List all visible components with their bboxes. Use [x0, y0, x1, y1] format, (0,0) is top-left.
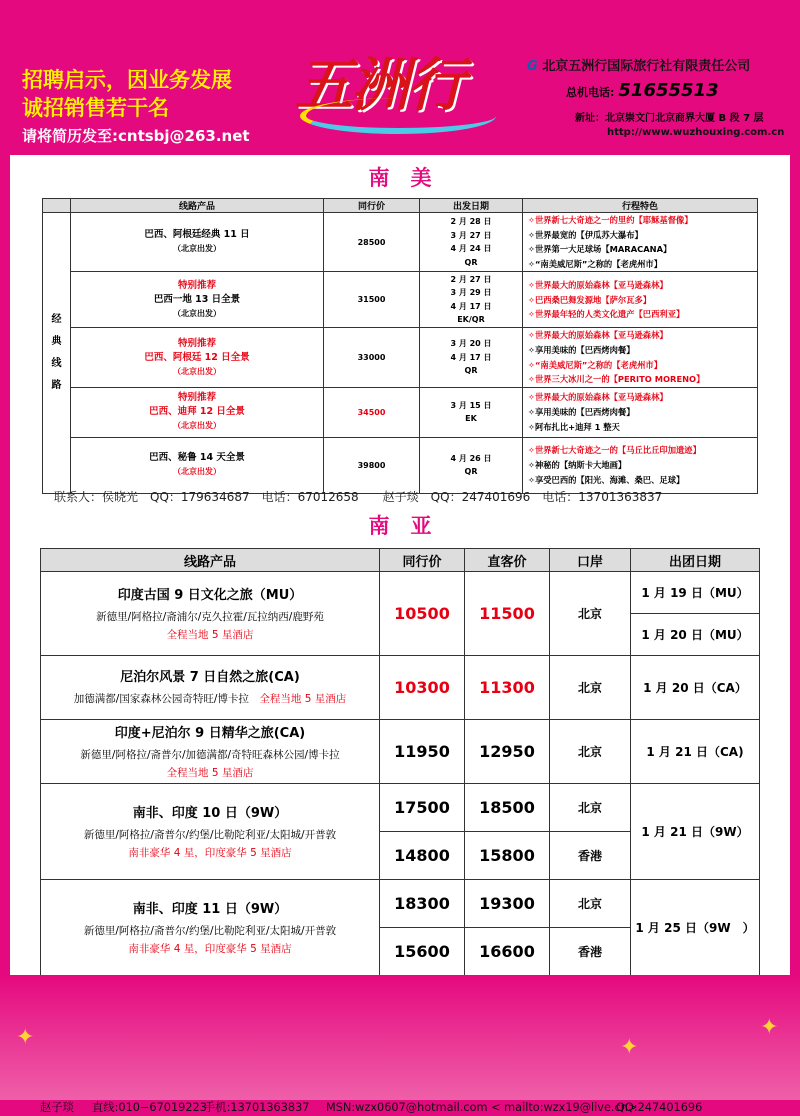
product-cell — [41, 720, 380, 784]
section-title-south-america: 南 美 — [10, 162, 790, 192]
feature-item: ✧世界最年轻的人类文化遗产【巴西利亚】 — [528, 307, 757, 322]
contact-qq: QQ:247401696 — [616, 1099, 702, 1116]
product-cell — [41, 880, 380, 976]
table-header: 同行价 — [324, 199, 420, 213]
price-cell: 39800 — [324, 437, 420, 493]
product-name: 巴西、阿根廷 12 日全景 — [71, 351, 323, 365]
feature-item: ✧世界第一大足球场【MARACANA】 — [528, 242, 757, 257]
port-cell: 北京 — [550, 880, 631, 928]
product-cell — [71, 213, 324, 272]
table-header: 线路产品 — [71, 199, 324, 213]
departure-date-cell: 1 月 21 日（CA) — [631, 720, 760, 784]
direct-price-cell: 18500 — [465, 784, 550, 832]
recruit-notice — [22, 66, 250, 150]
product-name: 南非、印度 10 日（9W） — [41, 803, 379, 825]
product-name: 尼泊尔风景 7 日自然之旅(CA) — [41, 667, 379, 689]
table-row — [43, 213, 758, 272]
product-cell — [41, 656, 380, 720]
date-item: 2 月 28 日 — [420, 215, 522, 229]
table-header: 行程特色 — [523, 199, 758, 213]
features-cell — [523, 387, 758, 437]
product-name: 印度+尼泊尔 9 日精华之旅(CA) — [41, 723, 379, 745]
hotel-text: 全程当地 5 星酒店 — [259, 693, 346, 705]
date-item: 4 月 24 日 — [420, 242, 522, 256]
product-cell — [71, 272, 324, 328]
hotel-text: 全程当地 5 星酒店 — [41, 765, 379, 780]
route-text: 新德里/阿格拉/斋普尔/约堡/比勒陀利亚/太阳城/开普敦 — [84, 829, 336, 841]
product-cell — [41, 784, 380, 880]
table-row — [43, 272, 758, 328]
category-char: 线 — [43, 353, 70, 375]
date-item: QR — [420, 465, 522, 479]
date-item: 4 月 26 日 — [420, 452, 522, 466]
trade-price-cell: 10300 — [380, 656, 465, 720]
product-cell — [41, 572, 380, 656]
product-depart: （北京出发） — [71, 419, 323, 433]
direct-price-cell: 16600 — [465, 928, 550, 976]
table-row — [41, 880, 760, 928]
recruit-line1: 招聘启示，因业务发展 — [22, 66, 250, 94]
contact-row — [40, 1099, 709, 1116]
feature-item: ✧享用美味的【巴西烤肉餐】 — [528, 343, 757, 358]
contact-name: 赵子琰 — [40, 1099, 92, 1116]
category-char: 经 — [43, 309, 70, 331]
trade-price-cell: 17500 — [380, 784, 465, 832]
port-cell: 北京 — [550, 784, 631, 832]
feature-item: ✧世界最宽的【伊瓜苏大瀑布】 — [528, 228, 757, 243]
feature-item: ✧世界新七大奇迹之一的【马丘比丘印加遗迹】 — [528, 443, 757, 458]
table-row — [41, 784, 760, 832]
contact-mobile[interactable]: 手机:13701363837 — [204, 1099, 326, 1116]
direct-price-cell: 12950 — [465, 720, 550, 784]
table-row — [43, 387, 758, 437]
product-tag: 特别推荐 — [71, 279, 323, 293]
product-name: 印度古国 9 日文化之旅（MU） — [41, 585, 379, 607]
table-row — [41, 720, 760, 784]
departure-date-cell: 1 月 21 日（9W） — [631, 784, 760, 880]
date-item: 3 月 20 日 — [420, 337, 522, 351]
feature-item: ✧世界最大的原始森林【亚马逊森林】 — [528, 328, 757, 343]
content-page — [10, 155, 790, 975]
feature-item: ✧“南美威尼斯”之称的【老虎州市】 — [528, 257, 757, 272]
recruit-email[interactable]: 请将简历发至:cntsbj@263.net — [22, 122, 250, 150]
company-logo — [295, 38, 495, 133]
dates-cell — [420, 387, 523, 437]
category-cell — [43, 213, 71, 494]
date-item: 3 月 29 日 — [420, 286, 522, 300]
logo-text: 五洲行 — [295, 38, 495, 122]
feature-item: ✧世界新七大奇迹之一的里约【耶稣基督像】 — [528, 213, 757, 228]
product-name: 巴西一地 13 日全景 — [71, 293, 323, 307]
product-cell — [71, 437, 324, 493]
product-tag: 特别推荐 — [71, 337, 323, 351]
feature-item: ✧世界三大冰川之一的【PERITO MORENO】 — [528, 372, 757, 387]
sparkle-icon: ✦ — [760, 1015, 778, 1040]
company-phone: 总机电话: 51655513 — [566, 80, 719, 101]
table-row — [41, 572, 760, 614]
hotel-text: 南非豪华 4 星，印度豪华 5 星酒店 — [41, 845, 379, 860]
date-item: QR — [420, 364, 522, 378]
date-item: EK — [420, 412, 522, 426]
product-route — [41, 689, 379, 709]
dates-cell — [420, 328, 523, 387]
table-header: 出团日期 — [631, 549, 760, 572]
direct-price-cell: 19300 — [465, 880, 550, 928]
hotel-text: 南非豪华 4 星，印度豪华 5 星酒店 — [41, 941, 379, 956]
port-cell: 北京 — [550, 720, 631, 784]
table-row — [41, 656, 760, 720]
sparkle-icon: ✦ — [620, 1035, 638, 1060]
product-depart: （北京出发） — [71, 365, 323, 379]
date-item: 2 月 27 日 — [420, 273, 522, 287]
date-item: 4 月 17 日 — [420, 300, 522, 314]
product-depart: （北京出发） — [71, 307, 323, 321]
departure-date-cell: 1 月 20 日（MU） — [631, 614, 760, 656]
route-text: 新德里/阿格拉/斋普尔/约堡/比勒陀利亚/太阳城/开普敦 — [84, 925, 336, 937]
dates-cell — [420, 272, 523, 328]
date-item: EK/QR — [420, 313, 522, 327]
route-text: 新德里/阿格拉/斋浦尔/克久拉霍/瓦拉纳西/鹿野苑 — [96, 611, 324, 623]
sparkle-icon: ✦ — [16, 1025, 34, 1050]
departure-date-cell: 1 月 20 日（CA） — [631, 656, 760, 720]
feature-item: ✧享受巴西的【阳光、海滩、桑巴、足球】 — [528, 473, 757, 488]
direct-price-cell: 15800 — [465, 832, 550, 880]
company-name: G 北京五洲行国际旅行社有限责任公司 — [527, 55, 750, 74]
features-cell — [523, 213, 758, 272]
feature-item: ✧神秘的【纳斯卡大地画】 — [528, 458, 757, 473]
price-cell: 28500 — [324, 213, 420, 272]
date-item: 3 月 27 日 — [420, 229, 522, 243]
feature-item: ✧世界最大的原始森林【亚马逊森林】 — [528, 278, 757, 293]
price-cell: 31500 — [324, 272, 420, 328]
product-tag: 特别推荐 — [71, 391, 323, 405]
features-cell — [523, 328, 758, 387]
product-name: 南非、印度 11 日（9W） — [41, 899, 379, 921]
product-depart: （北京出发） — [71, 465, 323, 479]
route-text: 加德满都/国家森林公园奇特旺/博卡拉 — [74, 693, 249, 705]
feature-item: ✧世界最大的原始森林【亚马逊森林】 — [528, 390, 757, 405]
table-header: 线路产品 — [41, 549, 380, 572]
company-website[interactable]: http://www.wuzhouxing.com.cn — [607, 127, 784, 138]
trade-price-cell: 10500 — [380, 572, 465, 656]
dates-cell — [420, 437, 523, 493]
date-item: 3 月 15 日 — [420, 399, 522, 413]
product-depart: （北京出发） — [71, 242, 323, 256]
date-item: QR — [420, 256, 522, 270]
departure-date-cell: 1 月 19 日（MU） — [631, 572, 760, 614]
trade-price-cell: 11950 — [380, 720, 465, 784]
price-cell: 34500 — [324, 387, 420, 437]
contact-line: 直线:010−67019223 — [92, 1099, 204, 1116]
section-title-south-asia: 南 亚 — [10, 510, 790, 540]
port-cell: 香港 — [550, 832, 631, 880]
feature-item: ✧巴西桑巴舞发源地【萨尔瓦多】 — [528, 293, 757, 308]
recruit-line2: 诚招销售若干名 — [22, 94, 250, 122]
dates-cell — [420, 213, 523, 272]
price-cell: 33000 — [324, 328, 420, 387]
feature-item: ✧享用美味的【巴西烤肉餐】 — [528, 405, 757, 420]
product-route — [41, 607, 379, 627]
south-america-table — [42, 198, 758, 494]
logo-rainbow-arc — [300, 98, 496, 134]
contact-msn[interactable]: MSN:wzx0607@hotmail.com < mailto:wzx19@live.cn> — [326, 1099, 616, 1116]
product-route — [41, 825, 379, 845]
product-name: 巴西、阿根廷经典 11 日 — [71, 228, 323, 242]
departure-date-cell: 1 月 25 日（9W ） — [631, 880, 760, 976]
product-route — [41, 921, 379, 941]
port-cell: 北京 — [550, 656, 631, 720]
company-g-icon: G — [527, 59, 538, 74]
bottom-decoration — [0, 975, 800, 1100]
feature-item: ✧“南美威尼斯”之称的【老虎州市】 — [528, 358, 757, 373]
south-america-contact: 联系人：侯晓光 QQ：179634687 电话：67012658 赵子琰 QQ：247401696 电话：13701363837 — [54, 488, 662, 505]
route-text: 新德里/阿格拉/斋普尔/加德满都/奇特旺森林公园/博卡拉 — [80, 749, 339, 761]
port-cell: 香港 — [550, 928, 631, 976]
features-cell — [523, 272, 758, 328]
feature-item: ✧阿布扎比+迪拜 1 整天 — [528, 420, 757, 435]
product-name: 巴西、迪拜 12 日全景 — [71, 405, 323, 419]
trade-price-cell: 18300 — [380, 880, 465, 928]
table-header: 出发日期 — [420, 199, 523, 213]
company-address: 新址：北京崇文门北京商界大厦 B 段 7 层 — [575, 109, 764, 124]
hotel-text: 全程当地 5 星酒店 — [41, 627, 379, 642]
category-char: 路 — [43, 375, 70, 397]
trade-price-cell: 15600 — [380, 928, 465, 976]
direct-price-cell: 11500 — [465, 572, 550, 656]
product-name: 巴西、秘鲁 14 天全景 — [71, 451, 323, 465]
table-header: 同行价 — [380, 549, 465, 572]
table-row — [43, 328, 758, 387]
product-route — [41, 745, 379, 765]
features-cell — [523, 437, 758, 493]
product-cell — [71, 387, 324, 437]
table-header-blank — [43, 199, 71, 213]
table-header: 直客价 — [465, 549, 550, 572]
table-row — [43, 437, 758, 493]
category-char: 典 — [43, 331, 70, 353]
south-asia-table — [40, 548, 760, 976]
product-cell — [71, 328, 324, 387]
table-header: 口岸 — [550, 549, 631, 572]
date-item: 4 月 17 日 — [420, 351, 522, 365]
port-cell: 北京 — [550, 572, 631, 656]
direct-price-cell: 11300 — [465, 656, 550, 720]
trade-price-cell: 14800 — [380, 832, 465, 880]
